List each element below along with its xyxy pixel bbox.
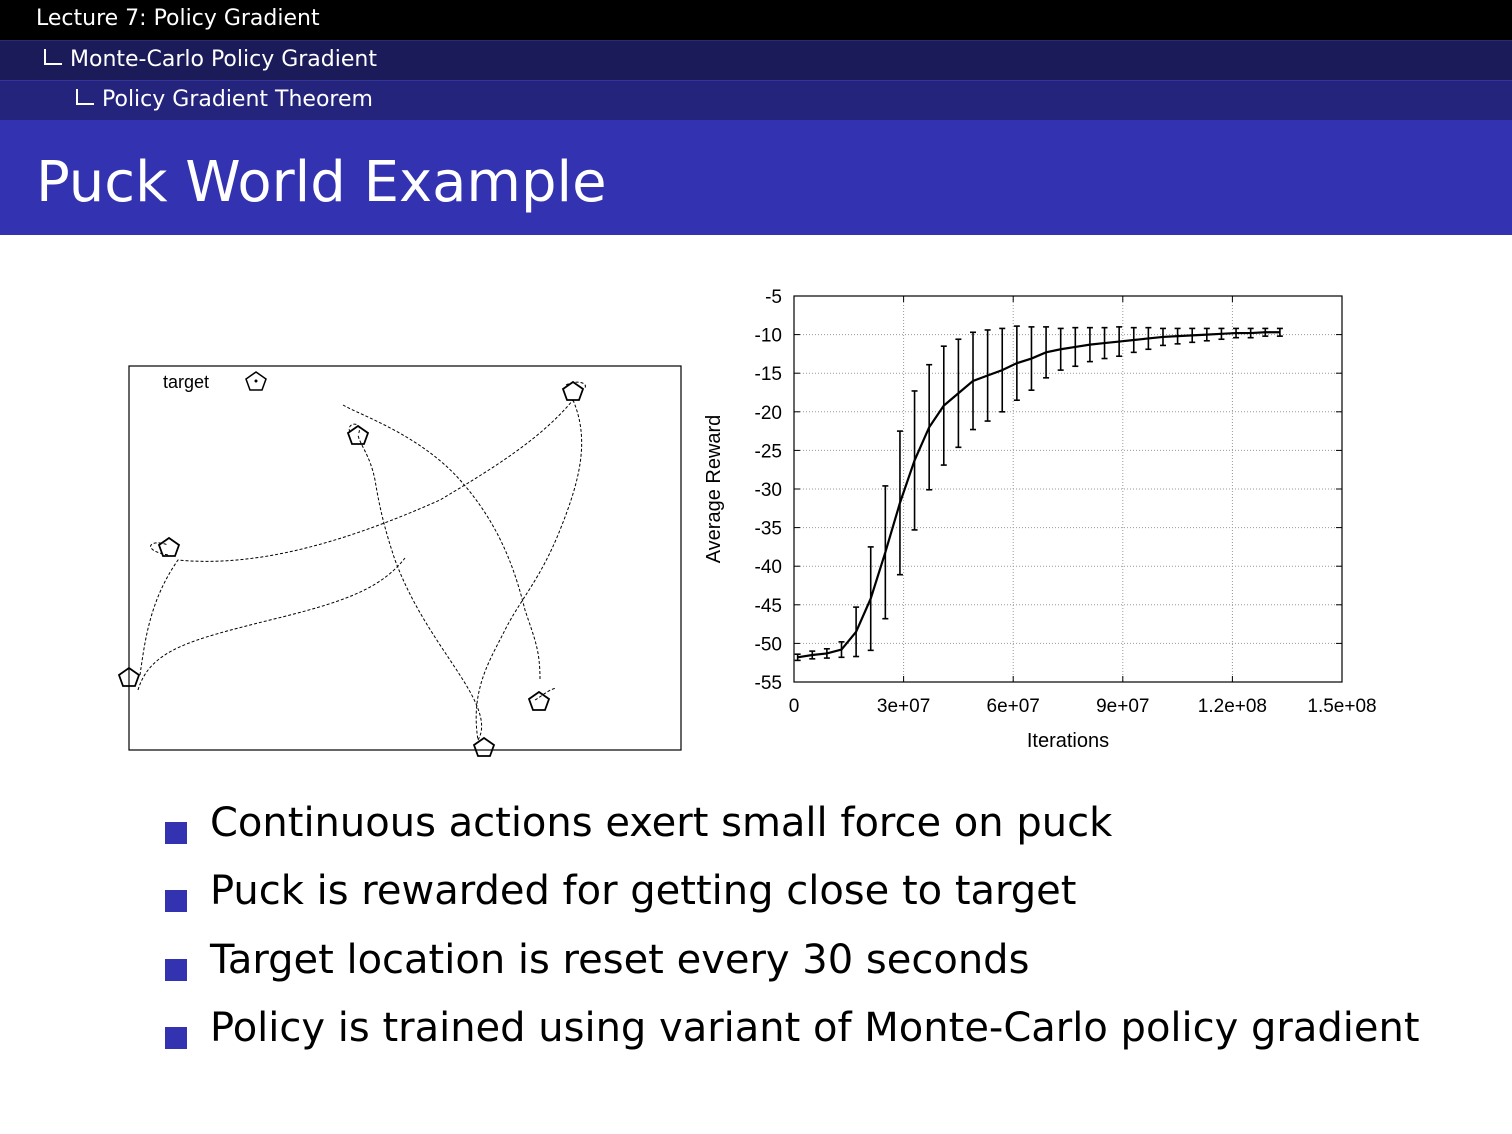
bullet-text: Target location is reset every 30 seconds: [210, 937, 1030, 983]
target-legend-label: target: [163, 372, 210, 392]
x-tick-label: 0: [788, 696, 800, 717]
puck-icon: [474, 738, 494, 756]
bullet-square-icon: [165, 959, 187, 981]
header-section: Monte-Carlo Policy Gradient: [70, 47, 377, 72]
y-tick-label: -5: [765, 287, 782, 308]
puck-world-figure: [0, 0, 760, 780]
x-axis-label: Iterations: [1026, 730, 1110, 752]
average-reward-chart: [700, 270, 1500, 770]
bullet-square-icon: [165, 1027, 187, 1049]
y-tick-label: -25: [754, 441, 782, 463]
trajectory-path: [476, 400, 581, 740]
y-tick-label: -55: [754, 673, 782, 694]
bullet-square-icon: [165, 822, 187, 844]
bullet-text: Puck is rewarded for getting close to target: [210, 868, 1077, 914]
y-tick-label: -50: [754, 634, 782, 656]
header-subsection: Policy Gradient Theorem: [102, 87, 373, 112]
trajectory-path: [358, 435, 482, 740]
y-tick-label: -40: [754, 557, 782, 579]
chart-ticks: [755, 287, 1377, 717]
bullet-text: Continuous actions exert small force on puck: [210, 800, 1113, 846]
slide-title: Puck World Example: [36, 150, 607, 215]
x-tick-label: 1.2e+08: [1197, 696, 1268, 717]
x-tick-label: 9e+07: [1096, 696, 1150, 717]
header-lecture: Lecture 7: Policy Gradient: [36, 6, 320, 31]
trajectory-path: [138, 558, 405, 690]
bullet-square-icon: [165, 890, 187, 912]
puck-icon: [159, 538, 179, 556]
bullet-text: Policy is trained using variant of Monte-Carlo policy gradient: [210, 1005, 1420, 1051]
y-tick-label: -15: [754, 364, 782, 386]
trajectory-loop: [535, 688, 556, 700]
puck-icon: [529, 692, 549, 710]
y-tick-label: -35: [754, 518, 782, 540]
puck-icon: [348, 426, 368, 444]
chart-grid: [794, 296, 1342, 682]
trajectory-path: [343, 405, 540, 680]
x-tick-label: 6e+07: [986, 696, 1040, 717]
y-tick-label: -45: [754, 595, 782, 617]
y-tick-label: -30: [754, 480, 782, 501]
chart-series: [795, 326, 1283, 660]
y-axis-label: Average Reward: [703, 414, 725, 564]
x-tick-label: 3e+07: [876, 696, 931, 717]
trajectory-path: [140, 400, 573, 675]
x-tick-label: 1.5e+08: [1307, 696, 1377, 717]
puck-trajectories: [138, 382, 585, 740]
y-tick-label: -20: [754, 402, 782, 424]
y-tick-label: -10: [754, 325, 782, 347]
target-legend-icon: [246, 372, 266, 390]
puck-positions: [119, 382, 583, 756]
